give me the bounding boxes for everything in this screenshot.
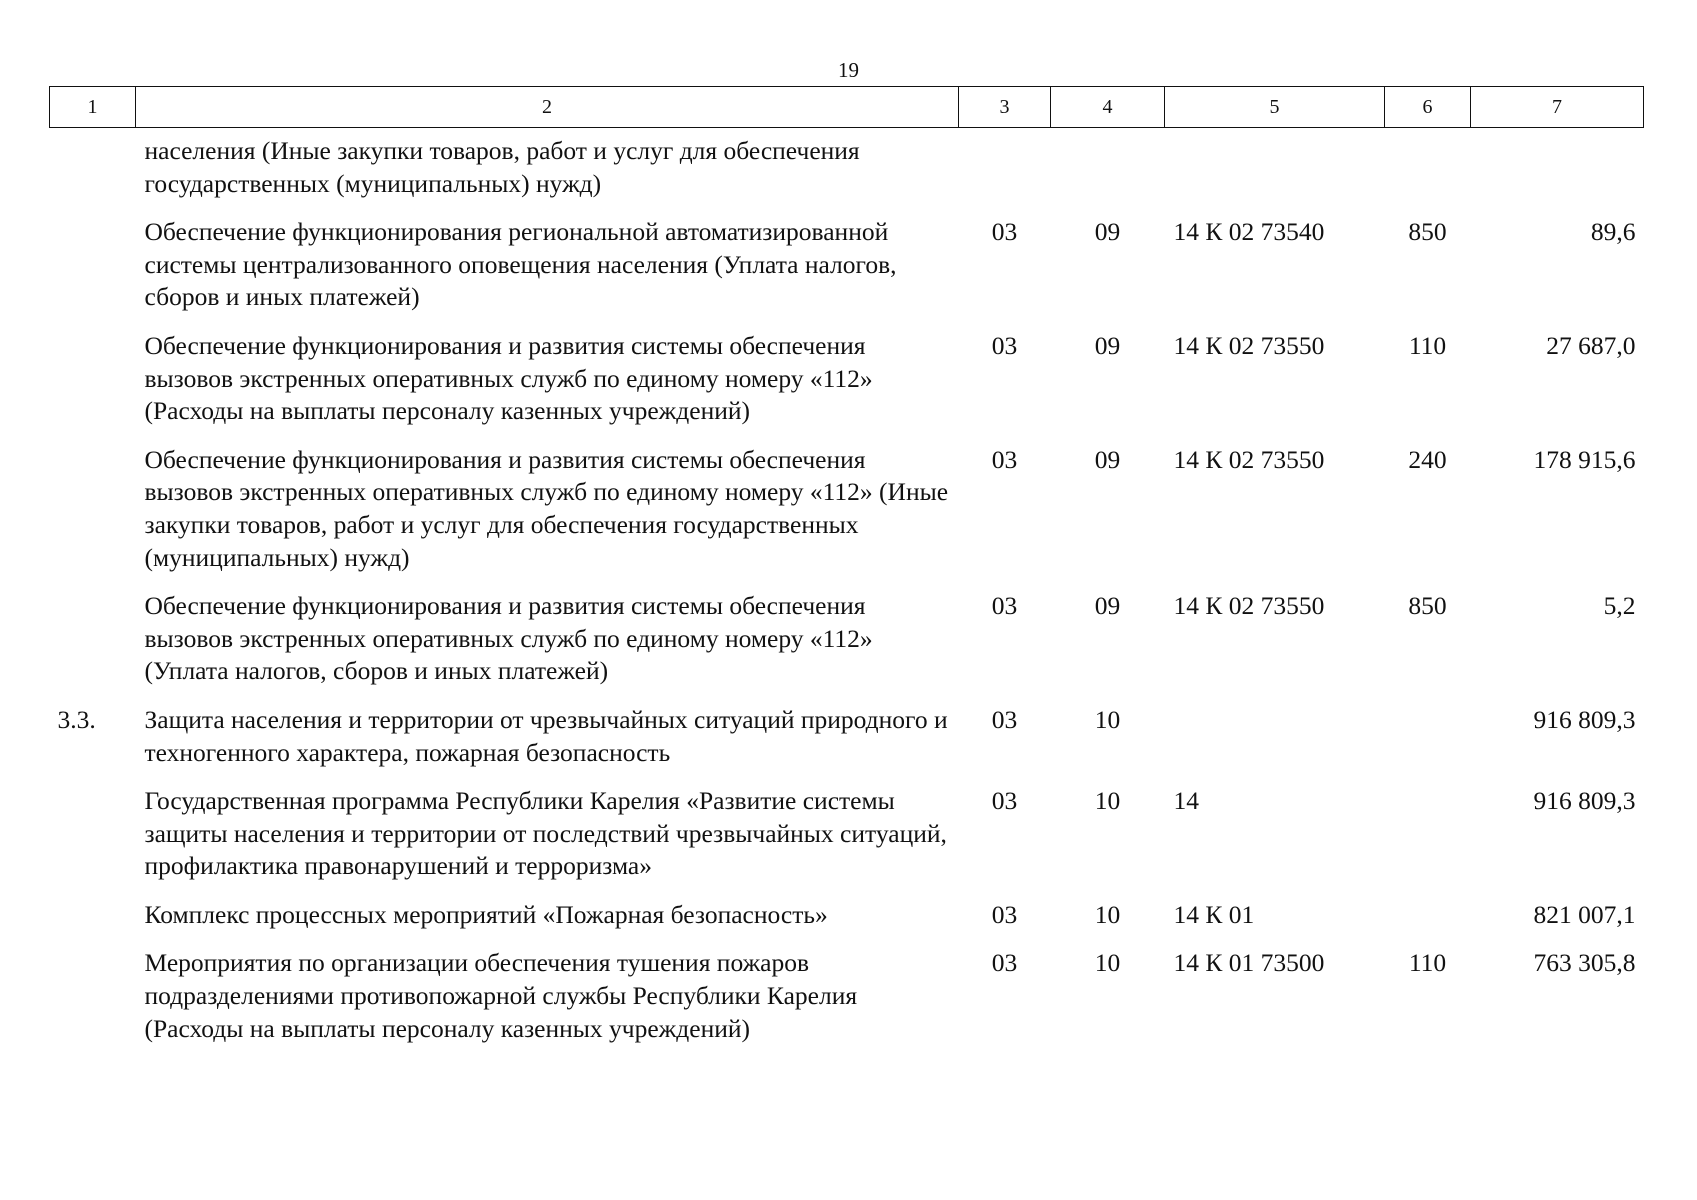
row-number (50, 590, 136, 704)
table-row (50, 785, 1644, 899)
header-col-2: 2 (136, 87, 959, 128)
row-description: Мероприятия по организации обеспечения тушения пожаров подразделениями противопожарной службы Республики Карелия (Расходы на выплаты персоналу казенных учреждений) (144, 948, 858, 1043)
table-header (50, 87, 1644, 128)
row-subsection-code: 09 (1094, 591, 1121, 621)
row-section-code (959, 128, 1051, 217)
header-col-7: 7 (1471, 87, 1644, 128)
row-subsection-code: 10 (1094, 786, 1121, 816)
row-amount: 5,2 (1603, 591, 1636, 621)
row-expense-type (1385, 128, 1471, 217)
header-row (50, 87, 1644, 128)
row-description: Обеспечение функционирования и развития системы обеспечения вызовов экстренных оперативных служб по единому номеру «112» (Уплата налогов, сборов и иных платежей) (144, 591, 873, 686)
row-expense-type: 110 (1408, 948, 1447, 978)
row-amount: 178 915,6 (1533, 444, 1636, 474)
table-row (50, 444, 1644, 590)
header-col-6: 6 (1385, 87, 1471, 128)
row-section-code: 03 (991, 786, 1018, 816)
row-target-article (1165, 704, 1385, 785)
row-subsection-code: 09 (1094, 217, 1121, 247)
row-subsection-code: 10 (1094, 948, 1121, 978)
row-section-code: 03 (991, 330, 1018, 360)
row-subsection-code: 09 (1094, 330, 1121, 360)
row-expense-type (1385, 899, 1471, 948)
row-expense-type: 850 (1408, 217, 1447, 247)
row-section-code: 03 (991, 217, 1018, 247)
row-number (50, 216, 136, 330)
header-col-5: 5 (1165, 87, 1385, 128)
row-subsection-code (1051, 128, 1165, 217)
row-target-article: 14 К 02 73540 (1173, 217, 1325, 247)
row-description: населения (Иные закупки товаров, работ и услуг для обеспечения государственных (муниципальных) нужд) (144, 136, 860, 198)
table-body (50, 128, 1644, 1062)
row-number: 3.3. (57, 704, 96, 734)
row-subsection-code: 10 (1094, 704, 1121, 734)
budget-table (49, 86, 1644, 1061)
header-col-3: 3 (959, 87, 1051, 128)
row-section-code: 03 (991, 591, 1018, 621)
row-expense-type (1385, 785, 1471, 899)
row-amount: 916 809,3 (1533, 704, 1636, 734)
row-expense-type (1385, 704, 1471, 785)
table-row (50, 128, 1644, 217)
row-amount: 89,6 (1590, 217, 1636, 247)
table-row (50, 216, 1644, 330)
row-expense-type: 850 (1408, 591, 1447, 621)
row-description: Обеспечение функционирования и развития системы обеспечения вызовов экстренных оперативных служб по единому номеру «112» (Иные закупки товаров, работ и услуг для обеспечения государственных (муниципальных) нужд) (144, 444, 949, 572)
page-number: 19 (838, 58, 859, 82)
row-expense-type: 240 (1408, 444, 1447, 474)
table-row (50, 330, 1644, 444)
row-section-code: 03 (991, 948, 1018, 978)
row-description: Государственная программа Республики Карелия «Развитие системы защиты населения и территории от последствий чрезвычайных ситуаций, профилактика правонарушений и терроризма» (144, 786, 947, 881)
row-section-code: 03 (991, 704, 1018, 734)
row-amount: 916 809,3 (1533, 786, 1636, 816)
row-expense-type: 110 (1408, 330, 1447, 360)
table-row (50, 947, 1644, 1061)
row-target-article: 14 К 01 73500 (1173, 948, 1325, 978)
row-number (50, 444, 136, 590)
row-amount: 763 305,8 (1533, 948, 1636, 978)
row-description: Обеспечение функционирования и развития системы обеспечения вызовов экстренных оперативных служб по единому номеру «112» (Расходы на выплаты персоналу казенных учреждений) (144, 330, 873, 426)
row-section-code: 03 (991, 899, 1018, 929)
row-number (50, 899, 136, 948)
row-number (50, 128, 136, 217)
row-number (50, 785, 136, 899)
row-target-article: 14 (1173, 786, 1199, 816)
row-amount: 821 007,1 (1533, 899, 1636, 929)
table-row (50, 704, 1644, 785)
row-target-article: 14 К 01 (1173, 899, 1255, 929)
row-description: Обеспечение функционирования региональной автоматизированной системы централизованного оповещения населения (Уплата налогов, сборов и иных платежей) (144, 217, 897, 312)
row-target-article (1165, 128, 1385, 217)
row-subsection-code: 09 (1094, 444, 1121, 474)
row-number (50, 330, 136, 444)
table-row (50, 590, 1644, 704)
row-description: Защита населения и территории от чрезвычайных ситуаций природного и техногенного характера, пожарная безопасность (144, 704, 948, 767)
row-subsection-code: 10 (1094, 899, 1121, 929)
row-section-code: 03 (991, 444, 1018, 474)
row-description: Комплекс процессных мероприятий «Пожарная безопасность» (144, 899, 828, 929)
row-amount: 27 687,0 (1546, 330, 1636, 360)
table-row (50, 899, 1644, 948)
row-target-article: 14 К 02 73550 (1173, 591, 1325, 621)
row-target-article: 14 К 02 73550 (1173, 444, 1325, 474)
header-col-1: 1 (50, 87, 136, 128)
row-number (50, 947, 136, 1061)
row-target-article: 14 К 02 73550 (1173, 330, 1325, 360)
header-col-4: 4 (1051, 87, 1165, 128)
row-amount (1471, 128, 1644, 217)
